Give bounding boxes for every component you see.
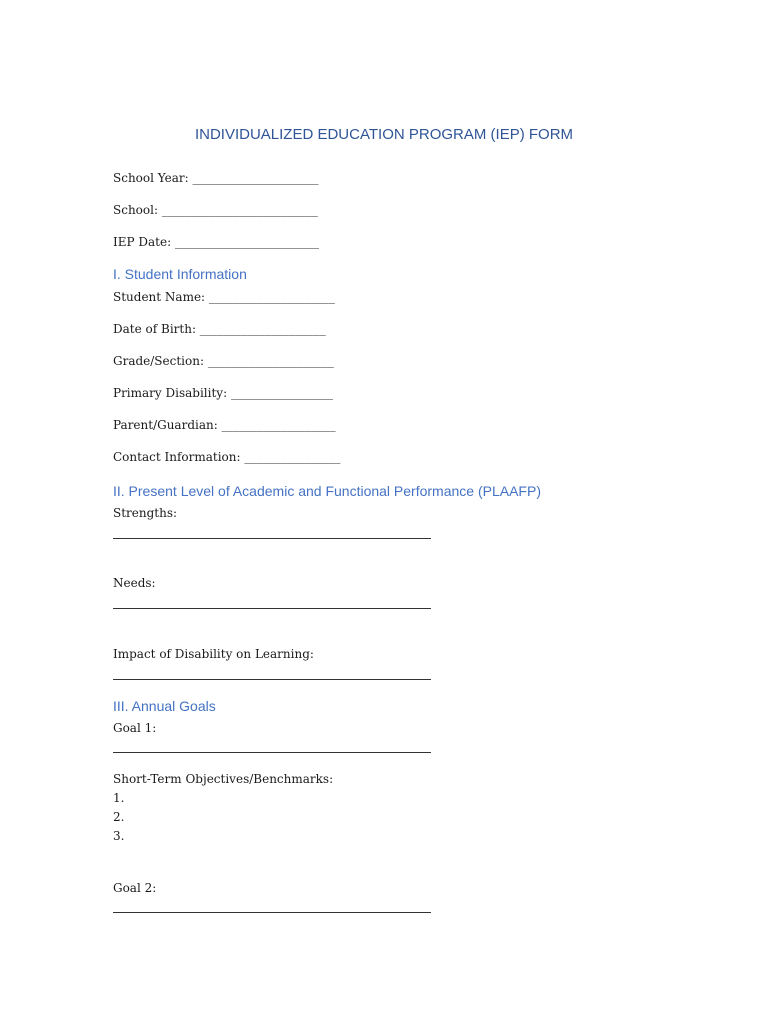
needs-answer-line[interactable] bbox=[113, 608, 431, 609]
iep-date-field[interactable]: IEP Date: ________________________ bbox=[113, 235, 319, 249]
primary-disability-field[interactable]: Primary Disability: _________________ bbox=[113, 386, 333, 400]
strengths-label: Strengths: bbox=[113, 506, 178, 520]
date-of-birth-field[interactable]: Date of Birth: _____________________ bbox=[113, 322, 326, 336]
goal-2-label: Goal 2: bbox=[113, 881, 157, 895]
impact-answer-line[interactable] bbox=[113, 679, 431, 680]
school-field[interactable]: School: __________________________ bbox=[113, 203, 318, 217]
objective-item: 2. bbox=[113, 810, 125, 824]
objective-item: 3. bbox=[113, 829, 125, 843]
goal-1-answer-line[interactable] bbox=[113, 752, 431, 753]
form-title: INDIVIDUALIZED EDUCATION PROGRAM (IEP) FORM bbox=[194, 126, 574, 143]
section-student-information-heading: I. Student Information bbox=[113, 266, 247, 282]
objective-item: 1. bbox=[113, 791, 125, 805]
section-annual-goals-heading: III. Annual Goals bbox=[113, 698, 216, 714]
strengths-answer-line[interactable] bbox=[113, 538, 431, 539]
goal-2-answer-line[interactable] bbox=[113, 912, 431, 913]
grade-section-field[interactable]: Grade/Section: _____________________ bbox=[113, 354, 334, 368]
section-plaafp-heading: II. Present Level of Academic and Functional Performance (PLAAFP) bbox=[113, 483, 541, 499]
needs-label: Needs: bbox=[113, 576, 156, 590]
student-name-field[interactable]: Student Name: _____________________ bbox=[113, 290, 335, 304]
parent-guardian-field[interactable]: Parent/Guardian: ___________________ bbox=[113, 418, 336, 432]
contact-information-field[interactable]: Contact Information: ________________ bbox=[113, 450, 341, 464]
goal-1-label: Goal 1: bbox=[113, 721, 157, 735]
objectives-label: Short-Term Objectives/Benchmarks: bbox=[113, 772, 334, 786]
school-year-field[interactable]: School Year: _____________________ bbox=[113, 171, 319, 185]
impact-label: Impact of Disability on Learning: bbox=[113, 647, 314, 661]
